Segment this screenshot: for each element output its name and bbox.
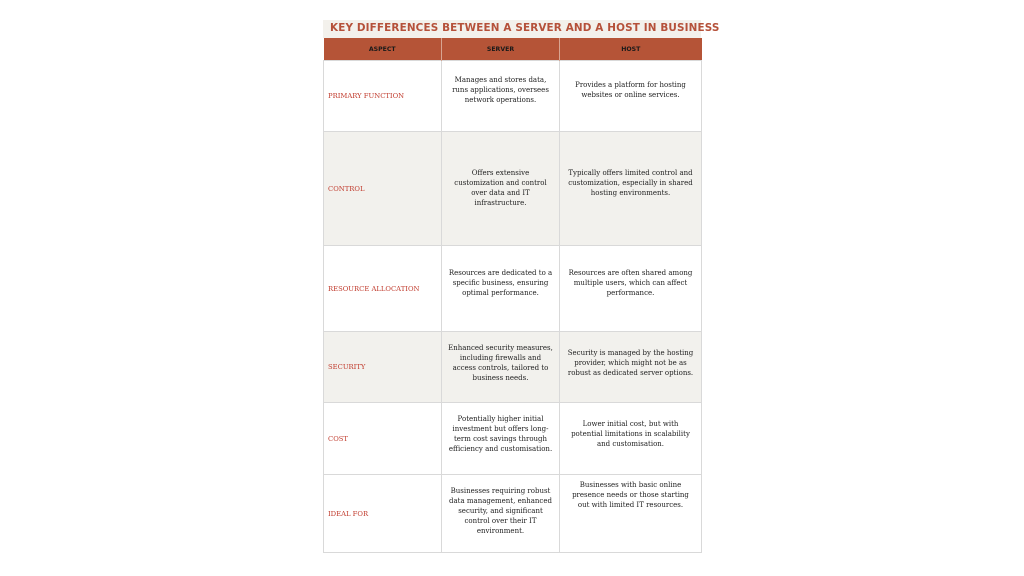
host-cell: Lower initial cost, but with potential limitations in scalability and customisation. <box>560 403 702 475</box>
aspect-cell: PRIMARY FUNCTION <box>324 61 442 132</box>
page-title: KEY DIFFERENCES BETWEEN A SERVER AND A HOST IN BUSINESS <box>330 22 720 34</box>
table-row <box>324 403 702 475</box>
table-row <box>324 61 702 132</box>
header-host: HOST <box>560 38 702 61</box>
host-cell: Typically offers limited control and customization, especially in shared hosting environments. <box>560 132 702 246</box>
comparison-table <box>323 38 702 553</box>
table-row <box>324 246 702 332</box>
server-cell: Enhanced security measures, including firewalls and access controls, tailored to business needs. <box>442 332 560 403</box>
host-cell: Security is managed by the hosting provider, which might not be as robust as dedicated server options. <box>560 332 702 403</box>
server-cell: Businesses requiring robust data management, enhanced security, and significant control over their IT environment. <box>442 475 560 553</box>
aspect-cell: IDEAL FOR <box>324 475 442 553</box>
server-cell: Potentially higher initial investment but offers long-term cost savings through efficiency and customisation. <box>442 403 560 475</box>
host-cell: Resources are often shared among multiple users, which can affect performance. <box>560 246 702 332</box>
table-row <box>324 475 702 553</box>
table-row <box>324 132 702 246</box>
server-cell: Resources are dedicated to a specific business, ensuring optimal performance. <box>442 246 560 332</box>
table-header-row <box>324 38 702 61</box>
table-row <box>324 332 702 403</box>
aspect-cell: CONTROL <box>324 132 442 246</box>
aspect-cell: COST <box>324 403 442 475</box>
header-aspect: ASPECT <box>324 38 442 61</box>
aspect-cell: RESOURCE ALLOCATION <box>324 246 442 332</box>
header-server: SERVER <box>442 38 560 61</box>
server-cell: Manages and stores data, runs applications, oversees network operations. <box>442 61 560 132</box>
server-cell: Offers extensive customization and control over data and IT infrastructure. <box>442 132 560 246</box>
aspect-cell: SECURITY <box>324 332 442 403</box>
host-cell: Provides a platform for hosting websites or online services. <box>560 61 702 132</box>
host-cell: Businesses with basic online presence needs or those starting out with limited IT resources. <box>560 475 702 553</box>
